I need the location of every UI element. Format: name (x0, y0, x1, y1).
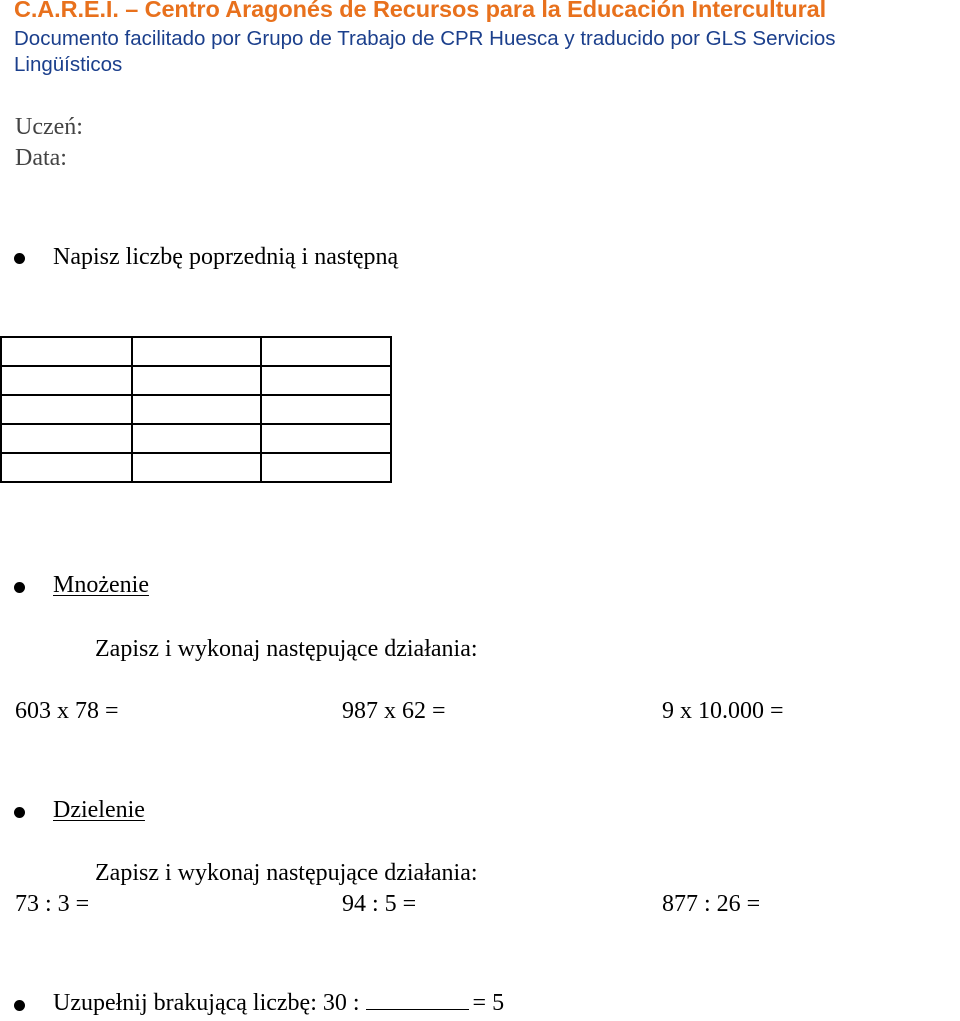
missing-number-exercise (53, 990, 504, 1017)
division-exercise: 94 : 5 = (342, 891, 417, 917)
table-row (1, 337, 391, 366)
table-cell[interactable] (261, 453, 391, 482)
document-credit-line: Documento facilitado por Grupo de Trabajo de CPR Huesca y traducido por GLS Servicios (14, 27, 836, 50)
division-exercise: 73 : 3 = (15, 891, 90, 917)
bullet-icon (14, 807, 25, 818)
multiplication-heading: Mnożenie (53, 572, 149, 598)
table-cell[interactable] (261, 337, 391, 366)
multiplication-instruction: Zapisz i wykonaj następujące działania: (95, 636, 478, 662)
table-cell[interactable] (132, 453, 261, 482)
document-title: C.A.R.E.I. – Centro Aragonés de Recursos para la Educación Intercultural (14, 0, 827, 22)
table-row (1, 395, 391, 424)
table-cell[interactable] (132, 337, 261, 366)
multiplication-exercise: 9 x 10.000 = (662, 698, 784, 724)
table-row (1, 453, 391, 482)
bullet-icon (14, 582, 25, 593)
table-cell[interactable] (1, 453, 132, 482)
division-exercise: 877 : 26 = (662, 891, 761, 917)
table-cell[interactable] (1, 424, 132, 453)
multiplication-exercise: 987 x 62 = (342, 698, 446, 724)
table-cell[interactable] (261, 395, 391, 424)
instruction-previous-next: Napisz liczbę poprzednią i następną (53, 244, 399, 270)
bullet-icon (14, 253, 25, 264)
table-cell[interactable] (1, 395, 132, 424)
table-cell[interactable] (1, 337, 132, 366)
division-instruction: Zapisz i wykonaj następujące działania: (95, 860, 478, 886)
missing-number-prefix: Uzupełnij brakującą liczbę: 30 : (53, 990, 360, 1016)
table-cell[interactable] (132, 395, 261, 424)
number-table (0, 336, 392, 483)
table-row (1, 424, 391, 453)
table-cell[interactable] (261, 424, 391, 453)
answer-blank[interactable] (366, 991, 469, 1010)
bullet-icon (14, 1000, 25, 1011)
document-credit-line-continued: Lingüísticos (14, 53, 123, 76)
division-heading: Dzielenie (53, 797, 145, 823)
table-cell[interactable] (132, 366, 261, 395)
student-label: Uczeń: (15, 114, 83, 140)
table-row (1, 366, 391, 395)
date-label: Data: (15, 145, 67, 171)
table-cell[interactable] (1, 366, 132, 395)
missing-number-suffix: = 5 (472, 990, 505, 1016)
multiplication-exercise: 603 x 78 = (15, 698, 119, 724)
table-cell[interactable] (261, 366, 391, 395)
table-cell[interactable] (132, 424, 261, 453)
